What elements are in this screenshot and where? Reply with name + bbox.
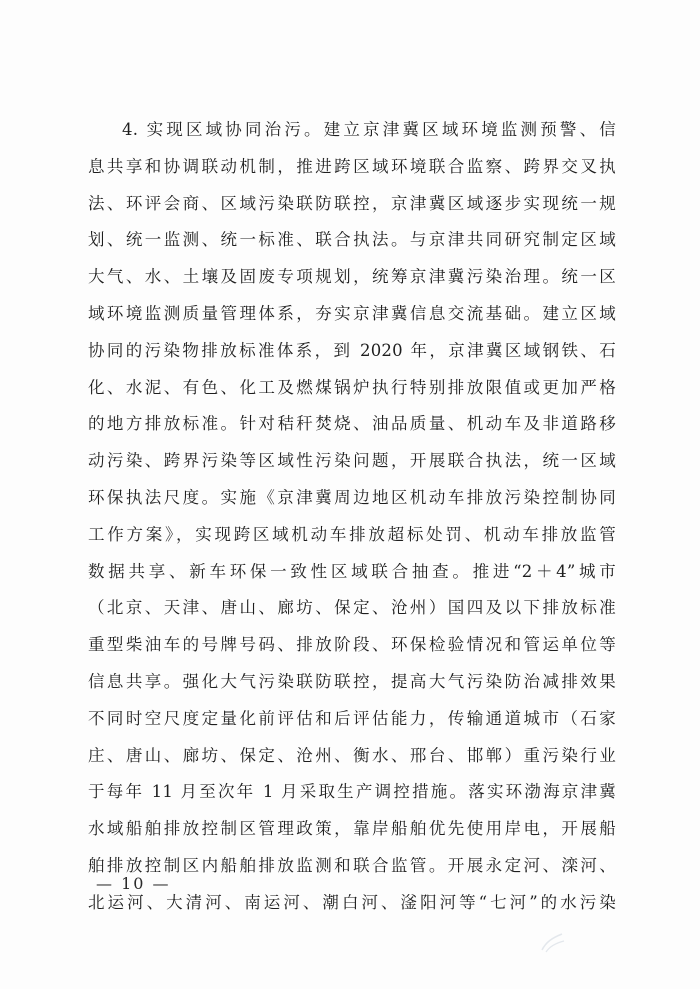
text-line: 环保执法尺度。实施《京津冀周边地区机动车排放污染控制协同 bbox=[88, 487, 616, 507]
page-number: — 10 — bbox=[96, 874, 171, 893]
text-line: 信息共享。强化大气污染联防联控，提高大气污染防治减排效果 bbox=[88, 671, 616, 691]
text-line: 动污染、跨界污染等区域性污染问题，开展联合执法，统一区域 bbox=[88, 451, 616, 471]
text-line: 4. 实现区域协同治污。建立京津冀区域环境监测预警、信 bbox=[122, 120, 616, 139]
text-line: 大气、水、土壤及固废专项规划，统筹京津冀污染治理。统一区 bbox=[88, 267, 616, 287]
text-line: 化、水泥、有色、化工及燃煤锅炉执行特别排放限值或更加严格 bbox=[88, 377, 616, 397]
text-line: 舶排放控制区内船舶排放监测和联合监管。开展永定河、滦河、 bbox=[88, 855, 616, 875]
text-line: 法、环评会商、区域污染联防联控，京津冀区域逐步实现统一规 bbox=[88, 193, 616, 213]
text-line: 的地方排放标准。针对秸秆焚烧、油品质量、机动车及非道路移 bbox=[88, 414, 616, 434]
text-line: 划、统一监测、统一标准、联合执法。与京津共同研究制定区域 bbox=[88, 230, 616, 250]
text-line: 协同的污染物排放标准体系，到 2020 年，京津冀区域钢铁、石 bbox=[88, 340, 616, 360]
text-line: 工作方案》，实现跨区域机动车排放超标处罚、机动车排放监管 bbox=[88, 524, 616, 544]
text-line: 庄、唐山、廊坊、保定、沧州、衡水、邢台、邯郸）重污染行业 bbox=[88, 745, 616, 765]
body-text bbox=[88, 112, 616, 922]
text-line: 重型柴油车的号牌号码、排放阶段、环保检验情况和管运单位等 bbox=[88, 635, 616, 655]
text-line: 域环境监测质量管理体系，夯实京津冀信息交流基础。建立区域 bbox=[88, 303, 616, 323]
watermark-mark-icon bbox=[538, 930, 568, 956]
text-line: 北运河、大清河、南运河、潮白河、滏阳河等“七河”的水污染 bbox=[88, 892, 616, 912]
text-line: 不同时空尺度定量化前评估和后评估能力，传输通道城市（石家 bbox=[88, 708, 616, 728]
text-line: 数据共享、新车环保一致性区域联合抽查。推进“2＋4”城市 bbox=[88, 561, 616, 581]
text-line: 息共享和协调联动机制，推进跨区域环境联合监察、跨界交叉执 bbox=[88, 156, 616, 176]
text-line: （北京、天津、唐山、廊坊、保定、沧州）国四及以下排放标准 bbox=[88, 598, 616, 618]
text-line: 于每年 11 月至次年 1 月采取生产调控措施。落实环渤海京津冀 bbox=[88, 782, 616, 802]
text-line: 水域船舶排放控制区管理政策，靠岸船舶优先使用岸电，开展船 bbox=[88, 819, 616, 839]
